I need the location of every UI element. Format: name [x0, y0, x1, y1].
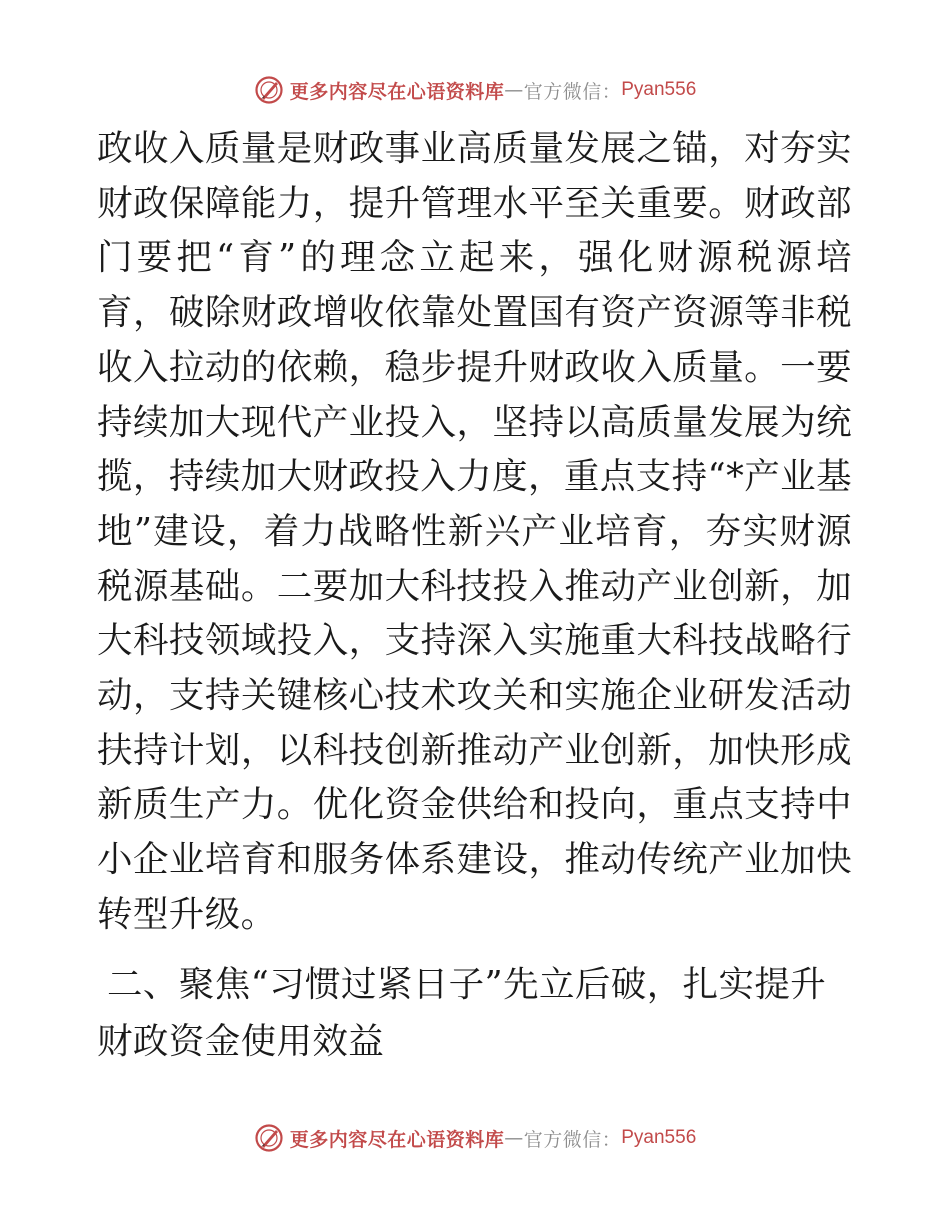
watermark-dash: — — [504, 79, 524, 101]
watermark-wechat-id: Pyan556 — [621, 79, 697, 100]
footer-watermark-banner — [0, 1118, 950, 1158]
watermark-site-name: 更多内容尽在心语资料库 — [289, 1128, 505, 1151]
watermark-dash: — — [504, 1127, 524, 1149]
watermark-official-label: 官方微信： — [523, 80, 622, 103]
watermark-wechat-id: Pyan556 — [621, 1127, 697, 1148]
watermark-site-name: 更多内容尽在心语资料库 — [289, 80, 505, 103]
quill-seal-icon — [254, 75, 284, 105]
body-paragraph: 政收入质量是财政事业高质量发展之锚，对夯实财政保障能力，提升管理水平至关重要。财政部门要把“育”的理念立起来，强化财源税源培育，破除财政增收依靠处置国有资产资源等非税收入拉动的依赖，稳步提升财政收入质量。一要持续加大现代产业投入，坚持以高质量发展为统揽，持续加大财政投入力度，重点支持“*产业基地”建设，着力战略性新兴产业培育，夯实财源税源基础。二要加大科技投入推动产业创新，加大科技领域投入，支持深入实施重大科技战略行动，支持关键核心技术攻关和实施企业研发活动扶持计划，以科技创新推动产业创新，加快形成新质生产力。优化资金供给和投向，重点支持中小企业培育和服务体系建设，推动传统产业加快转型升级。 — [97, 128, 852, 935]
header-watermark-banner — [0, 70, 950, 110]
watermark-official-label: 官方微信： — [523, 1128, 622, 1151]
section-heading: 二、聚焦“习惯过紧日子”先立后破，扎实提升财政资金使用效益 — [97, 964, 827, 1062]
quill-seal-icon — [254, 1123, 284, 1153]
